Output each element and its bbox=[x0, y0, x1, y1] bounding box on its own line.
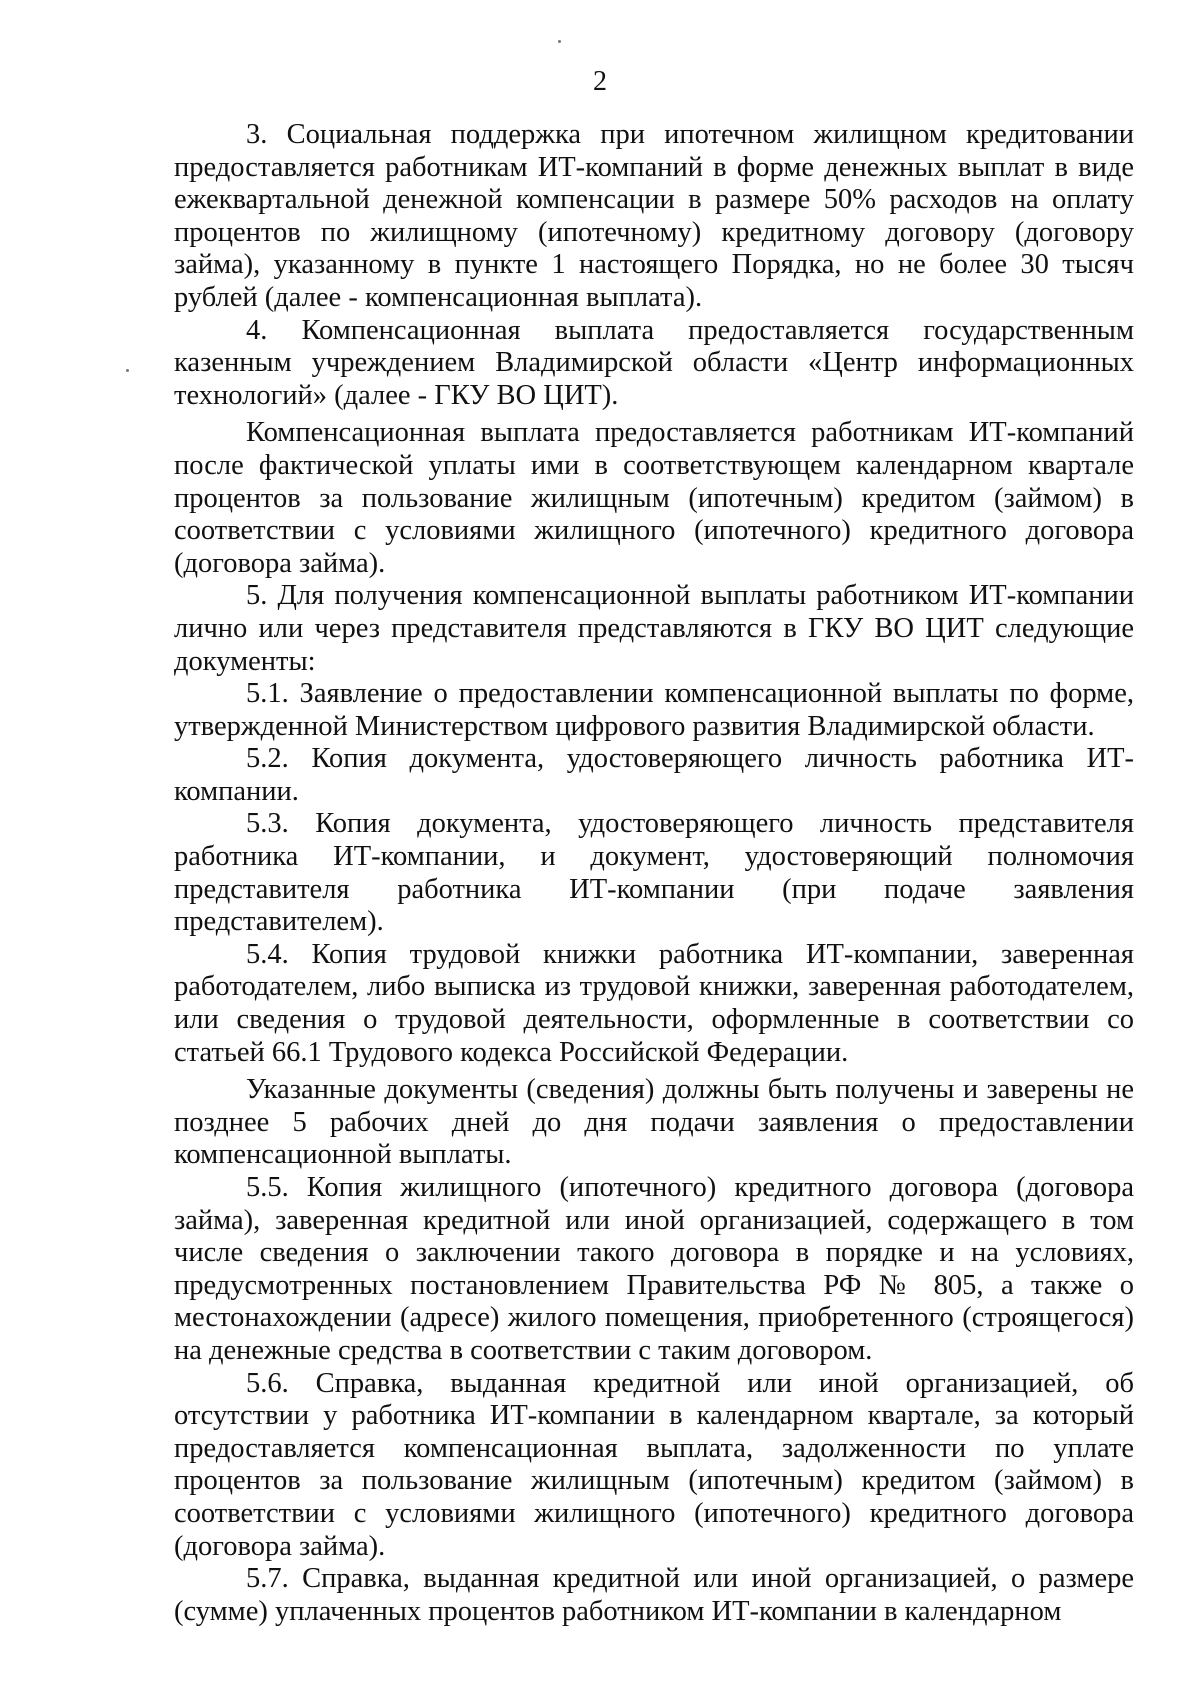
paragraph-item-5-3: 5.3. Копия документа, удостоверяющего личность представителя работника ИТ-компании, и документ, удостоверяющий полномочия представителя работника ИТ-компании (при подаче заявления представителем). bbox=[174, 808, 1134, 938]
paragraph-item-5-4: 5.4. Копия трудовой книжки работника ИТ-компании, заверенная работодателем, либо выписка из трудовой книжки, заверенная работодателем, или сведения о трудовой деятельности, оформленные в соответствии со статьей 66.1 Трудового кодекса Российской Федерации. bbox=[174, 938, 1134, 1068]
paragraph-item-4-continued: Компенсационная выплата предоставляется работникам ИТ-компаний после фактической уплаты ими в соответствующем календарном квартале процентов за пользование жилищным (ипотечным) кредитом (займом) в соответствии с условиями жилищного (ипотечного) кредитного договора (договора займа). bbox=[174, 417, 1134, 579]
scan-speck bbox=[558, 40, 561, 43]
paragraph-item-3: 3. Социальная поддержка при ипотечном жилищном кредитовании предоставляется работникам ИТ-компаний в форме денежных выплат в виде ежеквартальной денежной компенсации в размере 50% расходов на оплату процентов по жилищному (ипотечному) кредитному договору (договору займа), указанному в пункте 1 настоящего Порядка, но не более 30 тысяч рублей (далее - компенсационная выплата). bbox=[174, 119, 1134, 313]
paragraph-item-5: 5. Для получения компенсационной выплаты работником ИТ-компании лично или через представителя представляются в ГКУ ВО ЦИТ следующие документы: bbox=[174, 580, 1134, 677]
page-number: 2 bbox=[593, 66, 607, 97]
paragraph-item-5-2: 5.2. Копия документа, удостоверяющего личность работника ИТ-компании. bbox=[174, 743, 1134, 807]
paragraph-item-5-7: 5.7. Справка, выданная кредитной или иной организацией, о размере (сумме) уплаченных процентов работником ИТ-компании в календарном bbox=[174, 1563, 1134, 1627]
paragraph-item-4: 4. Компенсационная выплата предоставляется государственным казенным учреждением Владимирской области «Центр информационных технологий» (далее - ГКУ ВО ЦИТ). bbox=[174, 314, 1134, 411]
paragraph-documents-note: Указанные документы (сведения) должны быть получены и заверены не позднее 5 рабочих дней до дня подачи заявления о предоставлении компенсационной выплаты. bbox=[174, 1074, 1134, 1171]
document-body bbox=[174, 119, 1134, 1628]
scan-speck bbox=[126, 369, 129, 372]
paragraph-item-5-1: 5.1. Заявление о предоставлении компенсационной выплаты по форме, утвержденной Министерством цифрового развития Владимирской области. bbox=[174, 678, 1134, 742]
paragraph-item-5-5: 5.5. Копия жилищного (ипотечного) кредитного договора (договора займа), заверенная кредитной или иной организацией, содержащего в том числе сведения о заключении такого договора в порядке и на условиях, предусмотренных постановлением Правительства РФ № 805, а также о местонахождении (адресе) жилого помещения, приобретенного (строящегося) на денежные средства в соответствии с таким договором. bbox=[174, 1172, 1134, 1366]
paragraph-item-5-6: 5.6. Справка, выданная кредитной или иной организацией, об отсутствии у работника ИТ-компании в календарном квартале, за который предоставляется компенсационная выплата, задолженности по уплате процентов за пользование жилищным (ипотечным) кредитом (займом) в соответствии с условиями жилищного (ипотечного) кредитного договора (договора займа). bbox=[174, 1367, 1134, 1562]
